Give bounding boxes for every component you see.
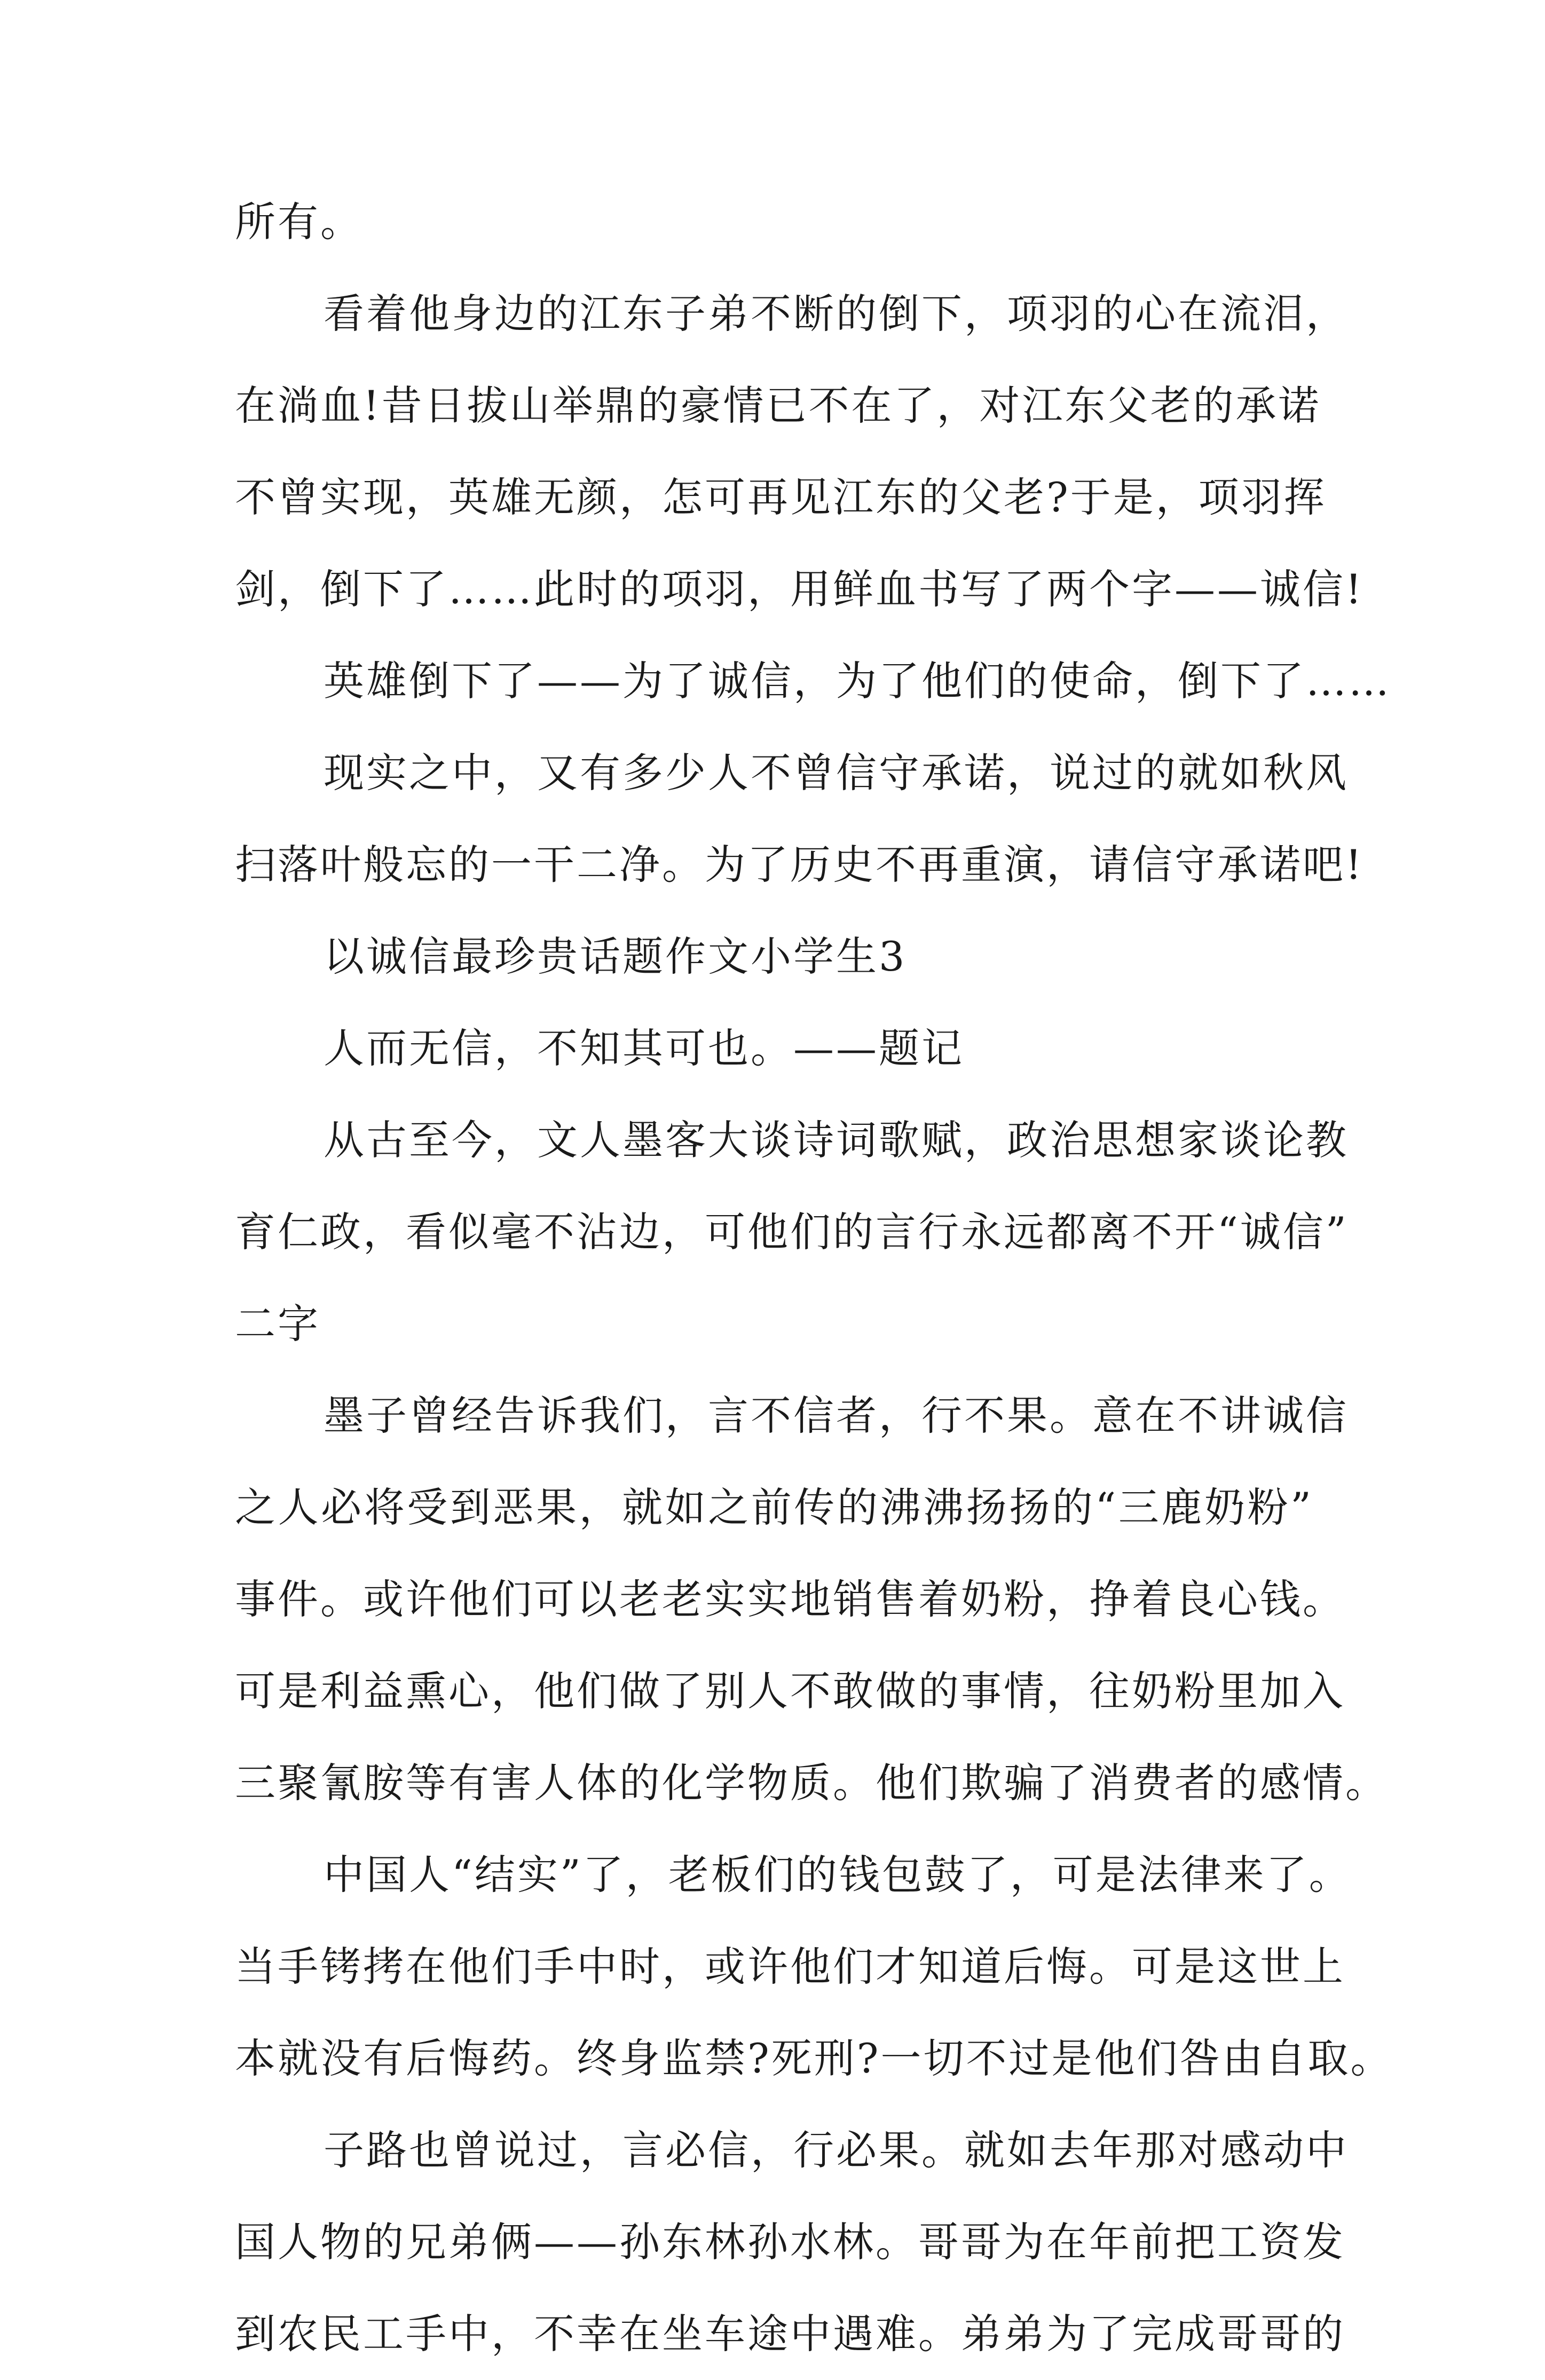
text-line: 事件。或许他们可以老老实实地销售着奶粉，挣着良心钱。 — [235, 1575, 1345, 1623]
text-line: 从古至今，文人墨客大谈诗词歌赋，政治思想家谈论教 — [324, 1116, 1349, 1164]
text-line: 扫落叶般忘的一干二净。为了历史不再重演，请信守承诺吧! — [235, 841, 1364, 888]
text-line: 二字 — [235, 1300, 320, 1347]
text-line: 在淌血!昔日拔山举鼎的豪情已不在了，对江东父老的承诺 — [235, 382, 1321, 429]
text-line: 现实之中，又有多少人不曾信守承诺，说过的就如秋风 — [324, 749, 1349, 797]
text-line: 本就没有后悔药。终身监禁?死刑?一切不过是他们咎由自取。 — [235, 2035, 1393, 2082]
text-line: 之人必将受到恶果，就如之前传的沸沸扬扬的“三鹿奶粉” — [235, 1484, 1313, 1531]
text-line: 剑，倒下了……此时的项羽，用鲜血书写了两个字——诚信! — [235, 565, 1364, 613]
epigraph: 人而无信，不知其可也。——题记 — [324, 1024, 964, 1072]
text-line: 到农民工手中，不幸在坐车途中遇难。弟弟为了完成哥哥的 — [235, 2310, 1345, 2358]
text-line: 育仁政，看似毫不沾边，可他们的言行永远都离不开“诚信” — [235, 1208, 1349, 1256]
text-line: 可是利益熏心，他们做了别人不敢做的事情，往奶粉里加入 — [235, 1667, 1345, 1715]
text-line: 墨子曾经告诉我们，言不信者，行不果。意在不讲诚信 — [324, 1392, 1349, 1439]
text-line: 当手铐拷在他们手中时，或许他们才知道后悔。可是这世上 — [235, 1943, 1345, 1990]
body-text — [235, 176, 1393, 2380]
text-line: 国人物的兄弟俩——孙东林孙水林。哥哥为在年前把工资发 — [235, 2218, 1345, 2266]
text-line: 子路也曾说过，言必信，行必果。就如去年那对感动中 — [324, 2126, 1349, 2174]
text-line: 不曾实现，英雄无颜，怎可再见江东的父老?于是，项羽挥 — [235, 474, 1327, 521]
text-line: 所有。 — [235, 198, 363, 246]
section-heading: 以诚信最珍贵话题作文小学生3 — [324, 933, 907, 980]
text-line: 英雄倒下了——为了诚信，为了他们的使命，倒下了…… — [324, 657, 1391, 705]
text-line: 看着他身边的江东子弟不断的倒下，项羽的心在流泪， — [324, 290, 1349, 337]
text-line: 三聚氰胺等有害人体的化学物质。他们欺骗了消费者的感情。 — [235, 1759, 1388, 1807]
text-line: 中国人“结实”了，老板们的钱包鼓了，可是法律来了。 — [324, 1851, 1352, 1898]
